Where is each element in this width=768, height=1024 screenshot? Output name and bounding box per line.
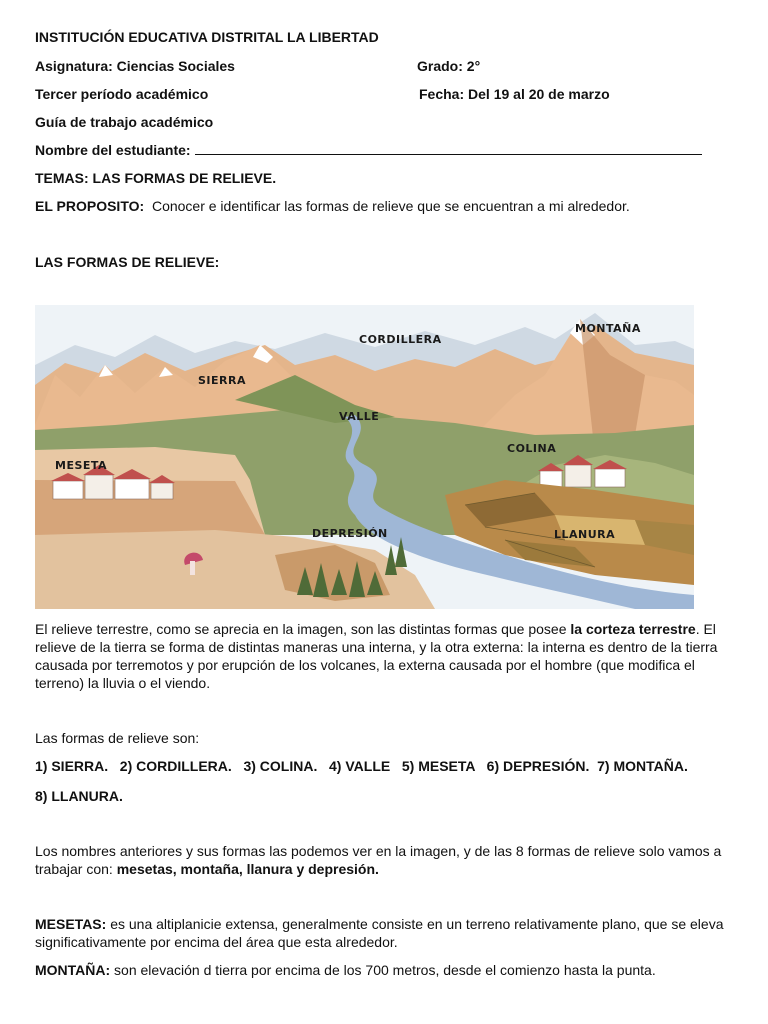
label-llanura: LLANURA <box>554 528 616 541</box>
label-valle: VALLE <box>339 410 380 423</box>
purpose-label: EL PROPOSITO: <box>35 198 145 214</box>
guide-title: Guía de trabajo académico <box>35 114 214 130</box>
institution-name: INSTITUCIÓN EDUCATIVA DISTRITAL LA LIBERTAD <box>35 29 379 45</box>
label-cordillera: CORDILLERA <box>359 333 442 346</box>
forms-list-line-2: 8) LLANURA. <box>35 788 123 804</box>
student-name-blank <box>195 141 702 155</box>
student-name-line <box>35 141 702 159</box>
forms-intro: Las formas de relieve son: <box>35 730 200 746</box>
montana-label: MONTAÑA: <box>35 962 111 978</box>
grade: Grado: 2° <box>417 58 481 74</box>
topic: TEMAS: LAS FORMAS DE RELIEVE. <box>35 170 277 186</box>
section-title: LAS FORMAS DE RELIEVE: <box>35 254 220 270</box>
montana-definition: MONTAÑA: son elevación d tierra por encima de los 700 metros, desde el comienzo hasta la punta. <box>35 962 656 978</box>
date: Fecha: Del 19 al 20 de marzo <box>419 86 610 102</box>
student-name-label: Nombre del estudiante: <box>35 142 191 158</box>
period: Tercer período académico <box>35 86 209 102</box>
subject: Asignatura: Ciencias Sociales <box>35 58 235 74</box>
label-depresion: DEPRESIÓN <box>312 527 388 540</box>
forms-list-line-1: 1) SIERRA. 2) CORDILLERA. 3) COLINA. 4) VALLE 5) MESETA 6) DEPRESIÓN. 7) MONTAÑA. <box>35 758 688 774</box>
label-meseta: MESETA <box>55 459 108 472</box>
relief-illustration <box>35 305 694 609</box>
purpose-text: Conocer e identificar las formas de relieve que se encuentran a mi alrededor. <box>151 198 630 214</box>
names-paragraph: Los nombres anteriores y sus formas las podemos ver en la imagen, y de las 8 formas de relieve solo vamos a trabajar con: mesetas, montaña, llanura y depresión. <box>35 843 722 877</box>
mesetas-definition: MESETAS: es una altiplanicie extensa, generalmente consiste en un terreno relativamente plano, que se eleva significativamente por encima del área que esta alrededor. <box>35 916 724 950</box>
purpose <box>35 197 630 215</box>
label-sierra: SIERRA <box>198 374 246 387</box>
mesetas-label: MESETAS: <box>35 916 107 932</box>
intro-paragraph: El relieve terrestre, como se aprecia en la imagen, son las distintas formas que posee la corteza terrestre. El relieve de la tierra se forma de distintas maneras una interna, y la otra externa: la interna es dentro de la tierra causada por terremotos y por erupción de los volcanes, la externa causada por el hombre (que modifica el terreno) la lluvia o el viendo. <box>35 621 718 691</box>
label-colina: COLINA <box>507 442 557 455</box>
label-montana: MONTAÑA <box>575 322 641 335</box>
